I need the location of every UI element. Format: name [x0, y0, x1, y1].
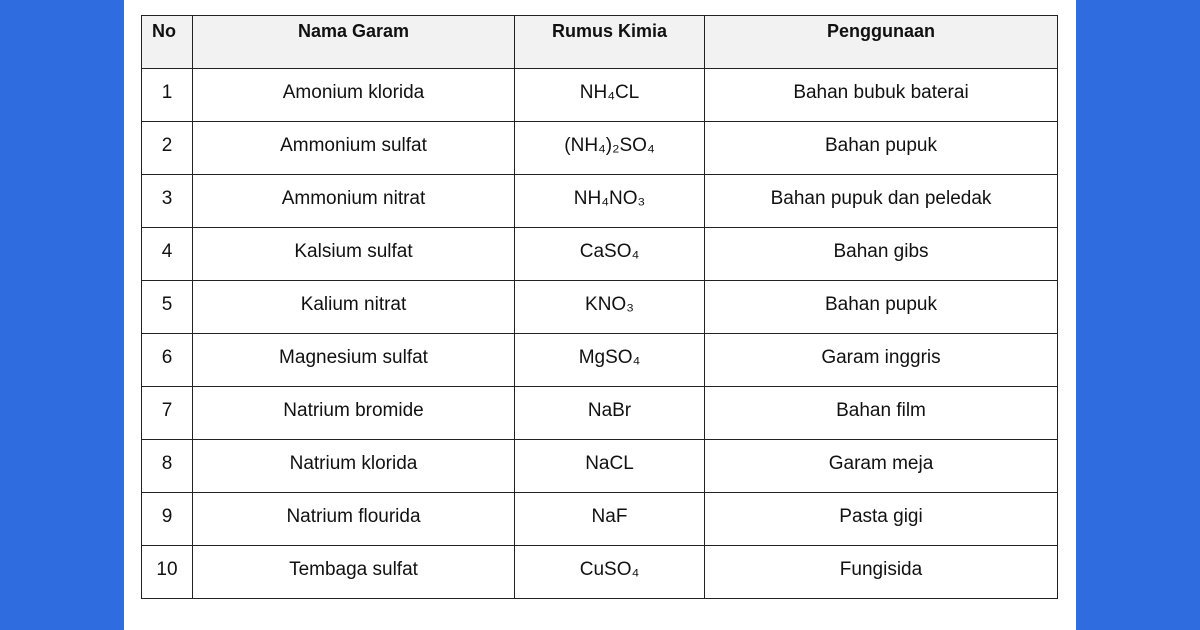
cell-nama-garam: Natrium klorida — [193, 440, 515, 493]
cell-rumus-kimia: NaF — [515, 493, 705, 546]
cell-nama-garam: Ammonium sulfat — [193, 122, 515, 175]
cell-rumus-kimia: NH₄CL — [515, 69, 705, 122]
cell-nama-garam: Natrium bromide — [193, 387, 515, 440]
cell-penggunaan: Bahan film — [705, 387, 1058, 440]
header-rumus-kimia: Rumus Kimia — [515, 16, 705, 69]
header-no: No — [142, 16, 193, 69]
cell-no: 4 — [142, 228, 193, 281]
cell-nama-garam: Amonium klorida — [193, 69, 515, 122]
cell-nama-garam: Kalsium sulfat — [193, 228, 515, 281]
table-row — [142, 281, 1058, 334]
cell-penggunaan: Bahan pupuk — [705, 281, 1058, 334]
cell-penggunaan: Bahan bubuk baterai — [705, 69, 1058, 122]
cell-penggunaan: Bahan gibs — [705, 228, 1058, 281]
header-nama-garam: Nama Garam — [193, 16, 515, 69]
table-row — [142, 175, 1058, 228]
table-row — [142, 493, 1058, 546]
cell-penggunaan: Pasta gigi — [705, 493, 1058, 546]
cell-no: 10 — [142, 546, 193, 599]
cell-penggunaan: Garam inggris — [705, 334, 1058, 387]
cell-no: 9 — [142, 493, 193, 546]
cell-penggunaan: Fungisida — [705, 546, 1058, 599]
table-row — [142, 546, 1058, 599]
cell-penggunaan: Garam meja — [705, 440, 1058, 493]
cell-nama-garam: Tembaga sulfat — [193, 546, 515, 599]
cell-penggunaan: Bahan pupuk dan peledak — [705, 175, 1058, 228]
cell-penggunaan: Bahan pupuk — [705, 122, 1058, 175]
table-row — [142, 122, 1058, 175]
table-row — [142, 334, 1058, 387]
document-panel — [124, 0, 1076, 630]
table-row — [142, 69, 1058, 122]
cell-rumus-kimia: NaCL — [515, 440, 705, 493]
cell-no: 2 — [142, 122, 193, 175]
cell-rumus-kimia: KNO₃ — [515, 281, 705, 334]
cell-rumus-kimia: MgSO₄ — [515, 334, 705, 387]
table-header-row — [142, 16, 1058, 69]
cell-nama-garam: Natrium flourida — [193, 493, 515, 546]
cell-no: 7 — [142, 387, 193, 440]
cell-rumus-kimia: NH₄NO₃ — [515, 175, 705, 228]
cell-nama-garam: Ammonium nitrat — [193, 175, 515, 228]
table-row — [142, 387, 1058, 440]
cell-no: 6 — [142, 334, 193, 387]
cell-no: 3 — [142, 175, 193, 228]
cell-rumus-kimia: (NH₄)₂SO₄ — [515, 122, 705, 175]
table-row — [142, 228, 1058, 281]
cell-no: 8 — [142, 440, 193, 493]
cell-rumus-kimia: CaSO₄ — [515, 228, 705, 281]
cell-nama-garam: Magnesium sulfat — [193, 334, 515, 387]
cell-no: 5 — [142, 281, 193, 334]
table-row — [142, 440, 1058, 493]
table-body — [142, 69, 1058, 599]
cell-no: 1 — [142, 69, 193, 122]
salt-table — [141, 15, 1058, 599]
cell-nama-garam: Kalium nitrat — [193, 281, 515, 334]
header-penggunaan: Penggunaan — [705, 16, 1058, 69]
cell-rumus-kimia: NaBr — [515, 387, 705, 440]
cell-rumus-kimia: CuSO₄ — [515, 546, 705, 599]
